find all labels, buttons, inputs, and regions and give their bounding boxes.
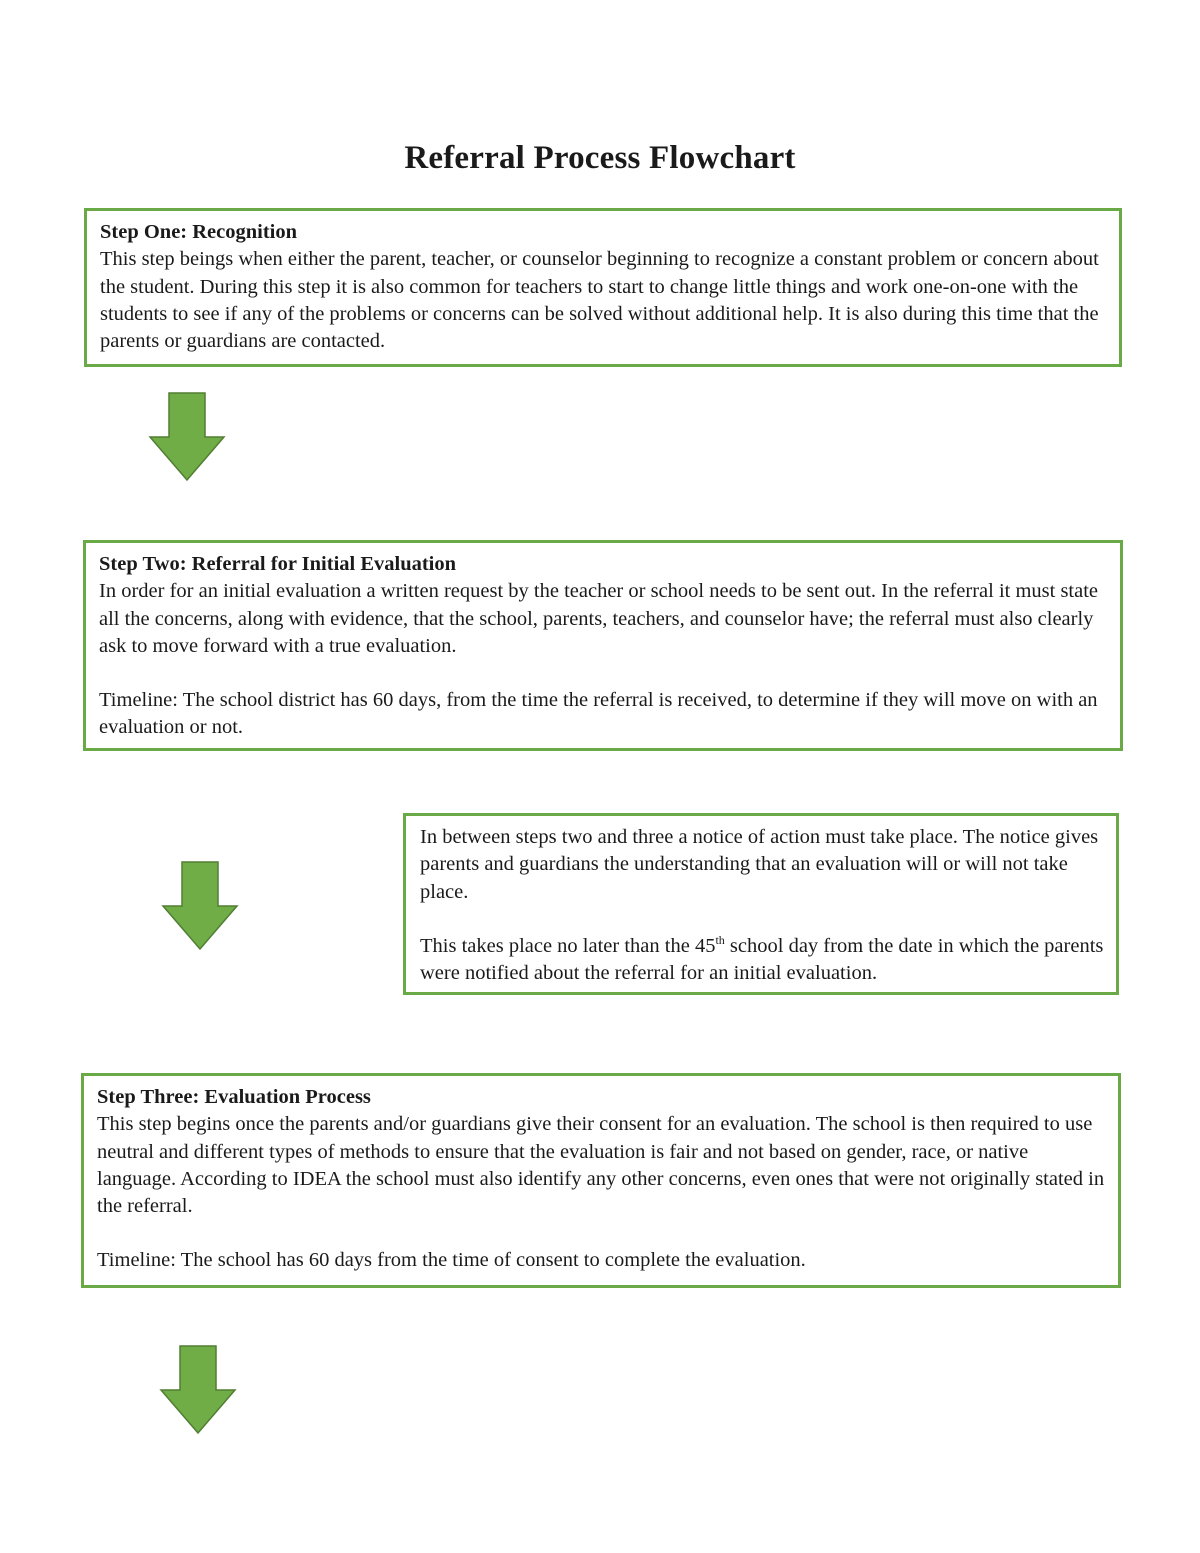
step-three-body: This step begins once the parents and/or guardians give their consent for an evaluation. The school is then required to use neutral and different types of methods to ensure that the evaluation is fair and not based on gender, race, or native language. According to IDEA the school must also identify any other concerns, even ones that were not originally stated in the referral. xyxy=(97,1113,1105,1218)
arrow-down-icon xyxy=(160,860,240,952)
step-one-body: This step beings when either the parent, teacher, or counselor beginning to recognize a constant problem or concern about the student. During this step it is also common for teachers to start to change little things and work one-on-one with the students to see if any of the problems or concerns can be solved without additional help. It is also during this time that the parents or guardians are contacted. xyxy=(100,248,1099,353)
step-two-body: In order for an initial evaluation a written request by the teacher or school needs to be sent out. In the referral it must state all the concerns, along with evidence, that the school, parents, teachers, and counselor have; the referral must also clearly ask to move forward with a true evaluation. xyxy=(99,580,1099,657)
step-one-box xyxy=(84,208,1122,367)
step-three-timeline: Timeline: The school has 60 days from the time of consent to complete the evaluation. xyxy=(97,1249,806,1272)
step-two-timeline: Timeline: The school district has 60 days, from the time the referral is received, to determine if they will move on with an evaluation or not. xyxy=(99,689,1098,739)
notice-of-action-box xyxy=(403,813,1119,995)
notice-timing xyxy=(420,933,1104,988)
page-title: Referral Process Flowchart xyxy=(404,140,796,176)
arrow-down-icon xyxy=(147,391,227,483)
notice-timing-after: school day from the date in which the parents were notified about the referral for an initial evaluation. xyxy=(420,934,1104,985)
step-three-heading: Step Three: Evaluation Process xyxy=(97,1086,371,1108)
notice-timing-sup: th xyxy=(715,932,725,947)
step-two-heading: Step Two: Referral for Initial Evaluation xyxy=(99,553,457,575)
step-one-heading: Step One: Recognition xyxy=(100,221,298,243)
notice-body: In between steps two and three a notice of action must take place. The notice gives parents and guardians the understanding that an evaluation will or will not take place. xyxy=(420,826,1099,903)
arrow-down-icon xyxy=(158,1344,238,1436)
notice-timing-before: This takes place no later than the 45 xyxy=(420,934,716,957)
step-three-box xyxy=(81,1073,1121,1288)
step-two-box xyxy=(83,540,1123,751)
